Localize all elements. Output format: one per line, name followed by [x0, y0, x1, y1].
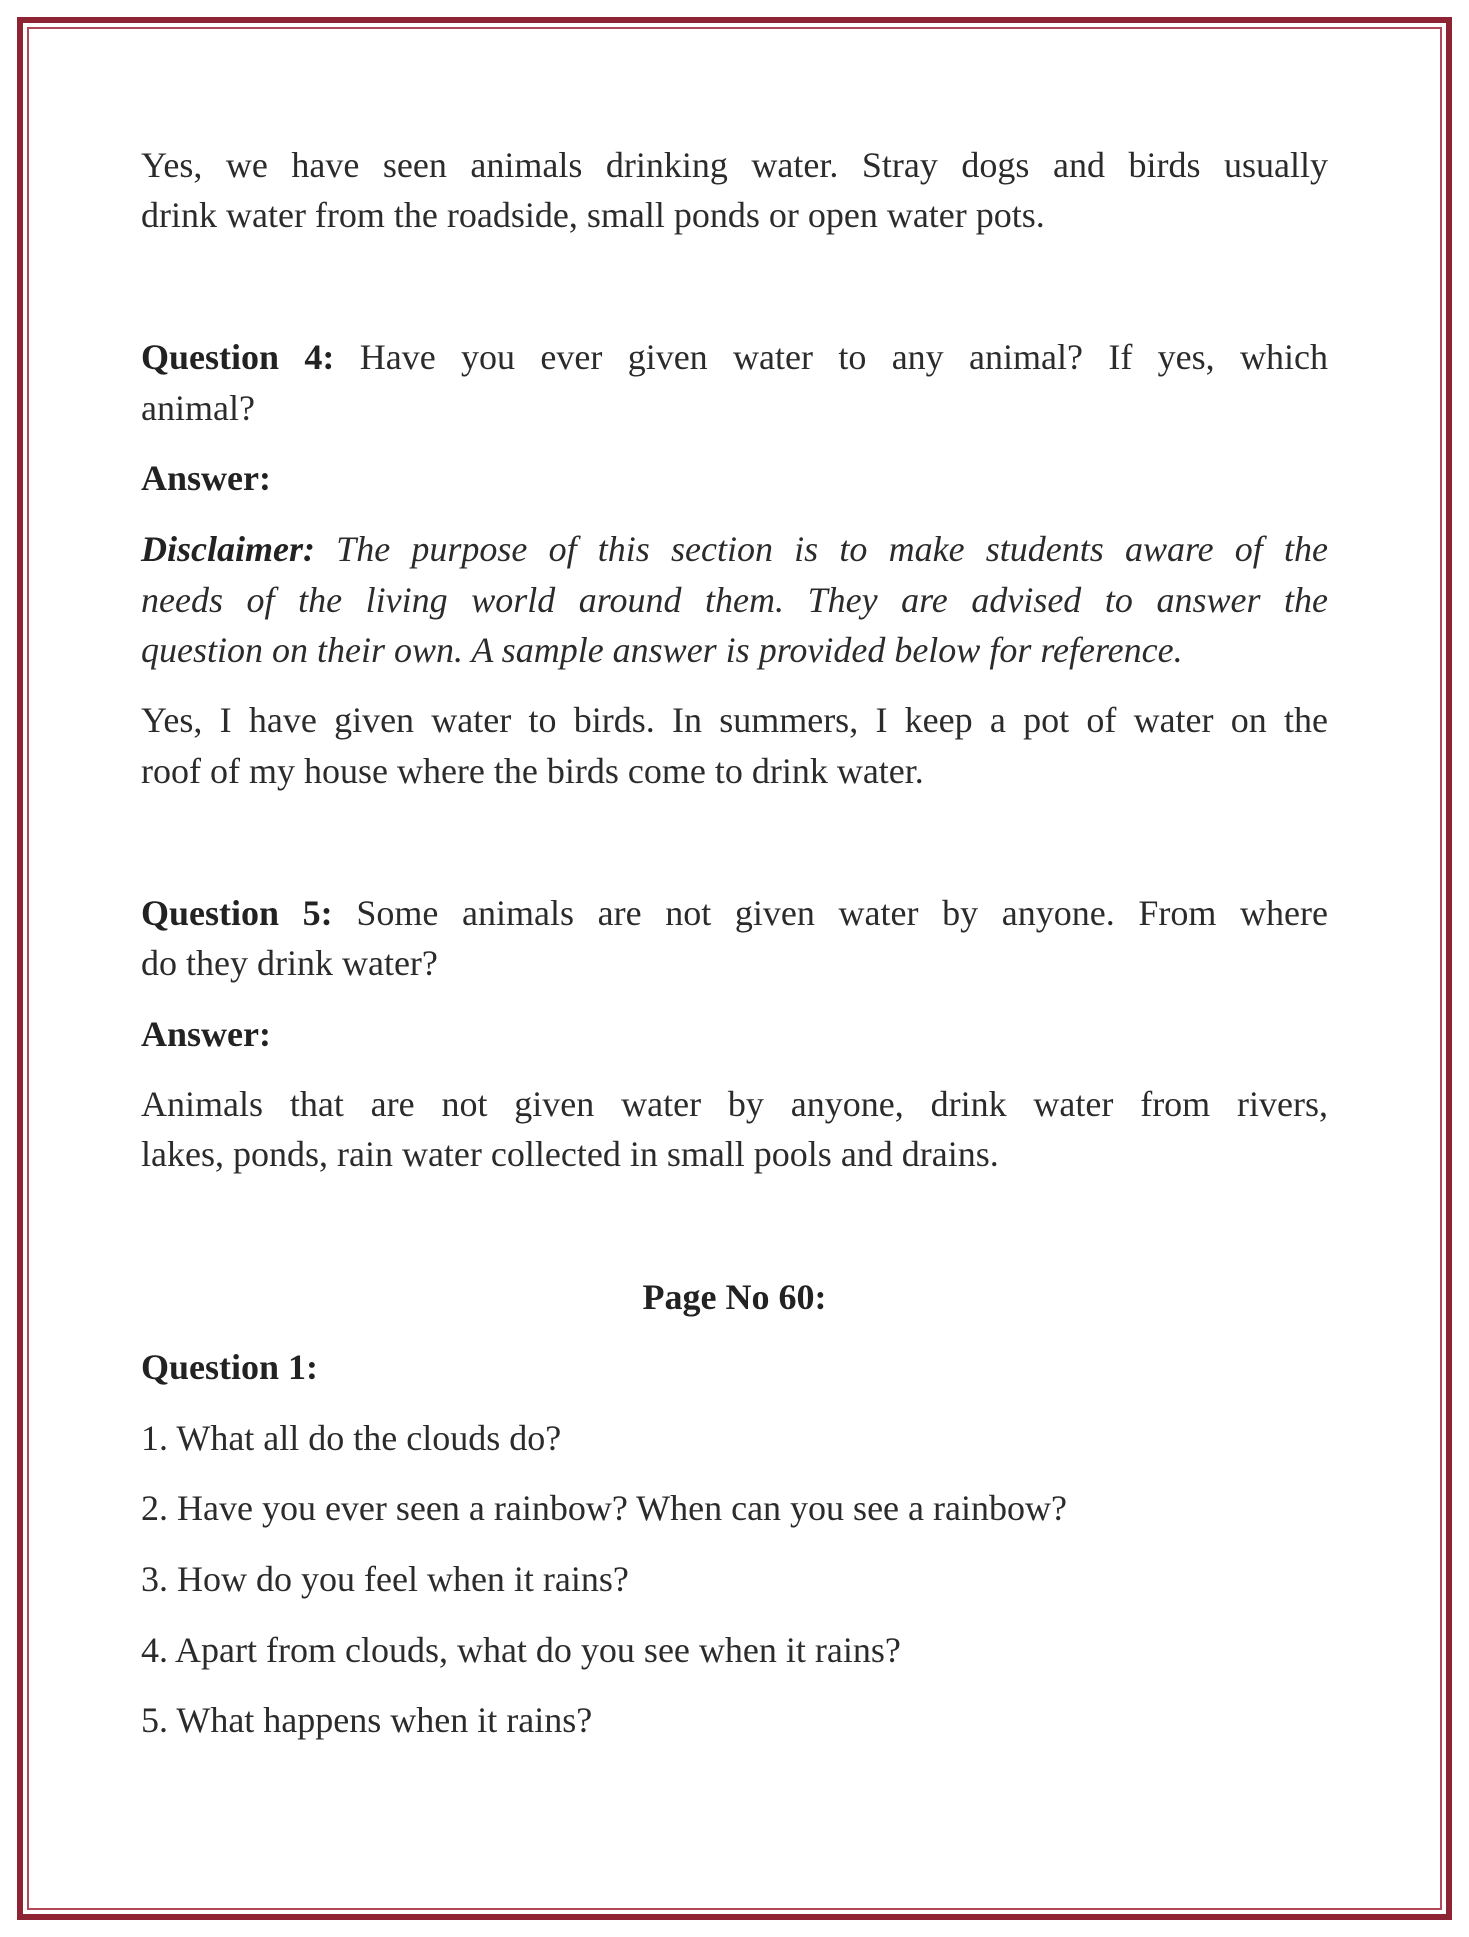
q4-answer-row: [141, 453, 1328, 503]
q1-item-2: 2. Have you ever seen a rainbow? When can you see a rainbow?: [141, 1488, 1067, 1528]
q1-item-1: 1. What all do the clouds do?: [141, 1418, 562, 1458]
q5-question-line-2: do they drink water?: [141, 943, 438, 983]
q1-label: Question 1:: [141, 1347, 319, 1387]
q4-text: Have you ever given water to any animal? If yes, which: [334, 337, 1328, 377]
q4-answer-label: Answer:: [141, 458, 271, 498]
disclaimer-text-2: needs of the living world around them. They are advised to answer the: [141, 580, 1328, 620]
disclaimer-text-3: question on their own. A sample answer is provided below for reference.: [141, 630, 1183, 670]
q4-answer-line-2: roof of my house where the birds come to drink water.: [141, 751, 924, 791]
q1-item-4: 4. Apart from clouds, what do you see when it rains?: [141, 1630, 901, 1670]
intro-answer-line-2: drink water from the roadside, small ponds or open water pots.: [141, 195, 1045, 235]
q4-question-line-1: [141, 332, 1328, 382]
q1-item-5: 5. What happens when it rains?: [141, 1700, 593, 1740]
q1-row: [141, 1342, 1328, 1392]
q4-label: Question 4:: [141, 337, 335, 377]
q5-label: Question 5:: [141, 893, 333, 933]
intro-answer-line-1: Yes, we have seen animals drinking water. Stray dogs and birds usually: [141, 145, 1328, 185]
q5-answer-row: [141, 1009, 1328, 1059]
q5-answer-label: Answer:: [141, 1014, 271, 1054]
q5-text: Some animals are not given water by anyone. From where: [332, 893, 1328, 933]
disclaimer-label: Disclaimer:: [141, 529, 315, 569]
disclaimer-line-3: [141, 625, 1328, 675]
q5-question-line-1: [141, 888, 1328, 938]
q5-answer-line-2: lakes, ponds, rain water collected in small pools and drains.: [141, 1134, 999, 1174]
disclaimer-line-1: [141, 524, 1328, 574]
q4-question-line-2: animal?: [141, 388, 255, 428]
page-heading: Page No 60:: [642, 1277, 827, 1317]
page-heading-row: [141, 1272, 1328, 1322]
q5-answer-line-1: Animals that are not given water by anyone, drink water from rivers,: [141, 1084, 1328, 1124]
q1-item-3: 3. How do you feel when it rains?: [141, 1559, 629, 1599]
disclaimer-text-1: The purpose of this section is to make students aware of the: [314, 529, 1328, 569]
disclaimer-line-2: [141, 575, 1328, 625]
q4-answer-line-1: Yes, I have given water to birds. In summers, I keep a pot of water on the: [141, 700, 1328, 740]
